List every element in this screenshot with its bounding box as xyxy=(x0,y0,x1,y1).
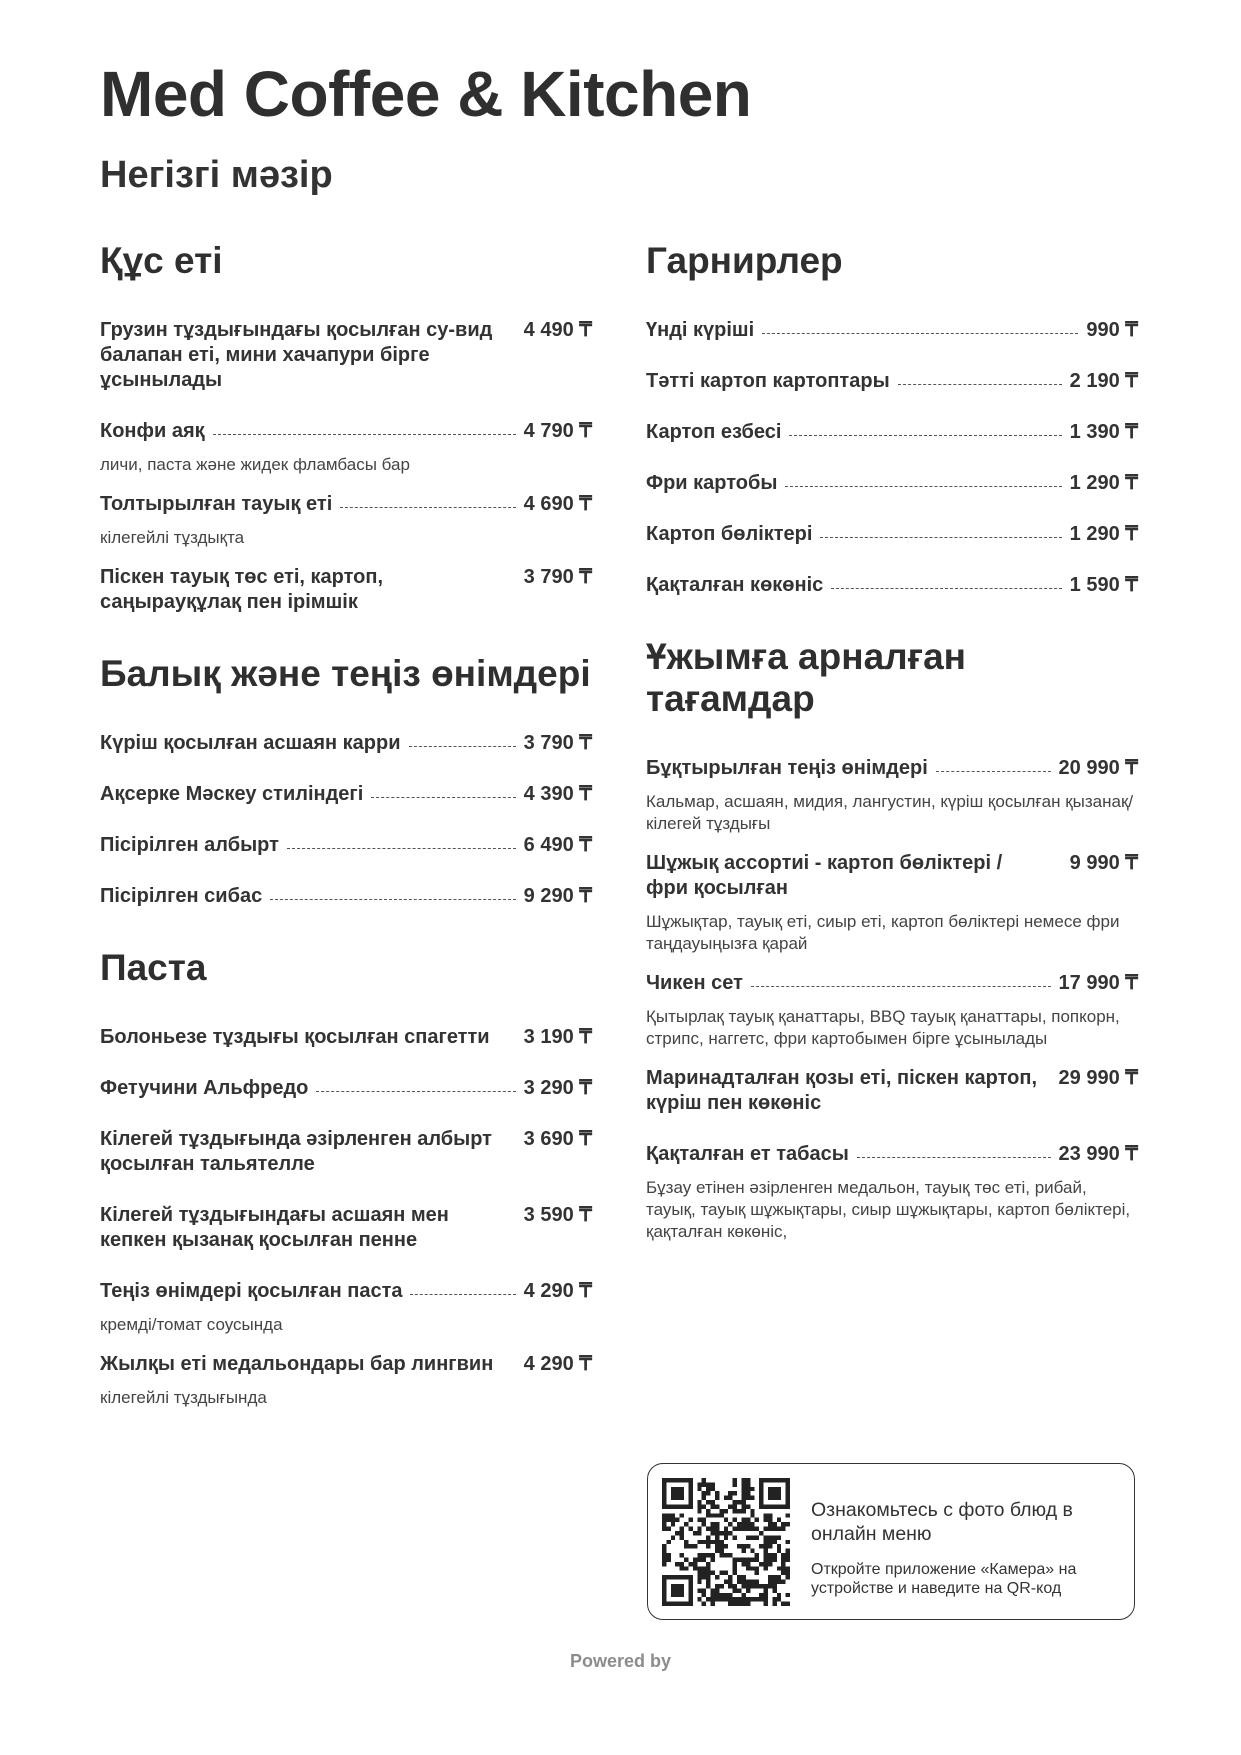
menu-item-row xyxy=(100,1203,592,1253)
menu-item-name: Тәтті картоп картоптары xyxy=(646,370,890,392)
menu-item-price: 2 190 ₸ xyxy=(1069,370,1138,392)
menu-item-row xyxy=(100,492,592,517)
menu-item-row xyxy=(646,971,1138,996)
menu-item-name: Пісірілген албырт xyxy=(100,834,279,856)
menu-item-price: 6 490 ₸ xyxy=(523,834,592,856)
menu-item-price: 9 990 ₸ xyxy=(1069,852,1138,874)
menu-item-description: личи, паста және жидек фламбасы бар xyxy=(100,455,410,474)
menu-item-price: 23 990 ₸ xyxy=(1058,1143,1138,1165)
menu-item-price: 17 990 ₸ xyxy=(1058,972,1138,994)
menu-item xyxy=(646,522,1138,547)
powered-by: Powered by xyxy=(569,1651,672,1671)
dotted-leader xyxy=(785,471,1061,487)
qr-card-title: Ознакомьтесь с фото блюд в онлайн меню xyxy=(811,1499,1073,1545)
menu-item-name: Фетучини Альфредо xyxy=(100,1077,309,1099)
menu-item-row xyxy=(646,756,1138,781)
dotted-leader xyxy=(857,1142,1051,1158)
menu-item xyxy=(100,884,592,909)
dotted-leader xyxy=(287,833,516,849)
menu-item-row xyxy=(646,471,1138,496)
dotted-leader xyxy=(409,731,516,747)
menu-column-right xyxy=(646,240,1138,1281)
menu-item-row xyxy=(100,1127,592,1177)
menu-item-price: 4 290 ₸ xyxy=(523,1353,592,1375)
menu-item xyxy=(100,1279,592,1336)
menu-item xyxy=(100,492,592,549)
menu-item-description: Қытырлақ тауық қанаттары, BBQ тауық қанаттары, попкорн, стрипс, наггетс, фри картобымен бірге ұсынылады xyxy=(646,1007,1120,1048)
menu-item-row xyxy=(100,884,592,909)
menu-item xyxy=(100,1352,592,1409)
menu-item-row xyxy=(646,573,1138,598)
qr-code-icon[interactable] xyxy=(662,1478,790,1606)
menu-item-name: Картоп бөліктері xyxy=(646,523,813,545)
menu-item-price: 4 290 ₸ xyxy=(523,1280,592,1302)
menu-item-price: 4 790 ₸ xyxy=(523,420,592,442)
section-title: Балық және теңіз өнімдері xyxy=(100,653,591,694)
dotted-leader xyxy=(213,419,516,435)
dotted-leader xyxy=(340,492,515,508)
menu-item-price: 3 290 ₸ xyxy=(523,1077,592,1099)
menu-item-name: Жылқы еті медальондары бар лингвин xyxy=(100,1353,494,1375)
dotted-leader xyxy=(316,1076,515,1092)
menu-item-name: Картоп езбесі xyxy=(646,421,782,443)
menu-item-row xyxy=(100,1352,592,1377)
menu-item-price: 3 190 ₸ xyxy=(523,1026,592,1048)
menu-item-name: Піскен тауық төс еті, картоп, саңырауқұлақ пен ірімшік xyxy=(100,566,383,613)
menu-item-row xyxy=(646,851,1138,901)
menu-item xyxy=(646,420,1138,445)
menu-item-row xyxy=(100,318,592,393)
menu-section xyxy=(100,240,592,615)
menu-section xyxy=(100,653,592,909)
dotted-leader xyxy=(371,782,515,798)
menu-item-name: Кілегей тұздығындағы асшаян мен кепкен қызанақ қосылған пенне xyxy=(100,1204,449,1251)
dotted-leader xyxy=(762,318,1078,334)
menu-item-name: Қақталған көкөніс xyxy=(646,574,824,596)
menu-item-price: 4 690 ₸ xyxy=(523,493,592,515)
menu-item xyxy=(100,565,592,615)
menu-item xyxy=(646,369,1138,394)
section-title: Ұжымға арналған тағамдар xyxy=(646,636,966,719)
menu-item xyxy=(100,419,592,476)
menu-section xyxy=(646,636,1138,1243)
menu-section xyxy=(100,947,592,1409)
menu-item-price: 4 390 ₸ xyxy=(523,783,592,805)
menu-item-row xyxy=(646,420,1138,445)
menu-item-name: Грузин тұздығындағы қосылған су-вид балапан еті, мини хачапури бірге ұсынылады xyxy=(100,319,493,391)
menu-item-price: 1 590 ₸ xyxy=(1069,574,1138,596)
section-title: Паста xyxy=(100,947,207,988)
page-title: Med Coffee & Kitchen xyxy=(100,58,752,130)
menu-item-name: Маринадталған қозы еті, піскен картоп, күріш пен көкөніс xyxy=(646,1067,1038,1114)
menu-item-price: 1 390 ₸ xyxy=(1069,421,1138,443)
menu-item xyxy=(646,1066,1138,1116)
qr-card[interactable] xyxy=(647,1463,1135,1620)
menu-item xyxy=(100,782,592,807)
menu-item-price: 3 690 ₸ xyxy=(523,1128,592,1150)
menu-item-price: 990 ₸ xyxy=(1086,319,1138,341)
menu-item-row xyxy=(646,318,1138,343)
dotted-leader xyxy=(936,756,1051,772)
menu-item xyxy=(100,1203,592,1253)
menu-item-description: Шұжықтар, тауық еті, сиыр еті, картоп бөліктері немесе фри таңдауыңызға қарай xyxy=(646,912,1120,953)
menu-item-description: кремді/томат соусында xyxy=(100,1315,283,1334)
menu-item-price: 4 490 ₸ xyxy=(523,319,592,341)
menu-item-name: Толтырылған тауық еті xyxy=(100,493,333,515)
menu-item-price: 3 790 ₸ xyxy=(523,566,592,588)
menu-item-description: кілегейлі тұздықта xyxy=(100,528,245,547)
menu-item-name: Бұқтырылған теңіз өнімдері xyxy=(646,757,928,779)
menu-column-left xyxy=(100,240,592,1447)
menu-item-row xyxy=(100,782,592,807)
page-subtitle: Негізгі мәзір xyxy=(100,154,333,196)
menu-item-description: кілегейлі тұздығында xyxy=(100,1388,267,1407)
menu-item xyxy=(646,851,1138,955)
menu-item-name: Қақталған ет табасы xyxy=(646,1143,849,1165)
menu-item-name: Конфи аяқ xyxy=(100,420,205,442)
menu-item-row xyxy=(646,522,1138,547)
menu-item xyxy=(100,731,592,756)
menu-item-row xyxy=(646,1066,1138,1116)
menu-item-price: 3 590 ₸ xyxy=(523,1204,592,1226)
menu-item-row xyxy=(646,1142,1138,1167)
menu-item xyxy=(100,833,592,858)
menu-item-price: 3 790 ₸ xyxy=(523,732,592,754)
menu-item xyxy=(646,318,1138,343)
dotted-leader xyxy=(789,420,1061,436)
menu-item-name: Үнді күріші xyxy=(646,319,755,341)
menu-item-name: Күріш қосылған асшаян карри xyxy=(100,732,401,754)
menu-item-row xyxy=(646,369,1138,394)
menu-item-row xyxy=(100,1076,592,1101)
menu-item-row xyxy=(100,731,592,756)
dotted-leader xyxy=(820,522,1061,538)
menu-item xyxy=(100,318,592,393)
menu-item xyxy=(646,1142,1138,1243)
menu-item xyxy=(100,1025,592,1050)
menu-item-price: 20 990 ₸ xyxy=(1058,757,1138,779)
menu-item-price: 1 290 ₸ xyxy=(1069,523,1138,545)
dotted-leader xyxy=(410,1279,515,1295)
menu-item-name: Теңіз өнімдері қосылған паста xyxy=(100,1280,403,1302)
section-title: Гарнирлер xyxy=(646,240,843,281)
menu-item-name: Ақсерке Мәскеу стиліндегі xyxy=(100,783,364,805)
dotted-leader xyxy=(751,971,1051,987)
menu-item xyxy=(100,1076,592,1101)
section-title: Құс еті xyxy=(100,240,223,281)
dotted-leader xyxy=(898,369,1062,385)
menu-item-description: Бұзау етінен әзірленген медальон, тауық төс еті, рибай, тауық, тауық шұжықтары, сиыр шұжықтары, картоп бөліктері, қақталған көкөніс, xyxy=(646,1178,1131,1241)
dotted-leader xyxy=(270,884,515,900)
qr-card-subtitle: Откройте приложение «Камера» на устройстве и наведите на QR-код xyxy=(811,1561,1077,1597)
menu-item-description: Кальмар, асшаян, мидия, лангустин, күріш қосылған қызанақ/кілегей тұздығы xyxy=(646,792,1134,833)
menu-item-row xyxy=(100,419,592,444)
menu-item-row xyxy=(100,1279,592,1304)
menu-item-row xyxy=(100,565,592,615)
menu-item-name: Шұжық ассортиі - картоп бөліктері / фри қосылған xyxy=(646,852,1003,899)
menu-item-name: Пісірілген сибас xyxy=(100,885,263,907)
menu-item-price: 29 990 ₸ xyxy=(1058,1067,1138,1089)
menu-item-name: Кілегей тұздығында әзірленген албырт қосылған тальятелле xyxy=(100,1128,492,1175)
menu-section xyxy=(646,240,1138,598)
menu-item-row xyxy=(100,1025,592,1050)
menu-item xyxy=(100,1127,592,1177)
menu-item-name: Болоньезе тұздығы қосылған спагетти xyxy=(100,1026,490,1048)
menu-item xyxy=(646,971,1138,1050)
menu-item-price: 1 290 ₸ xyxy=(1069,472,1138,494)
menu-item xyxy=(646,471,1138,496)
menu-item-row xyxy=(100,833,592,858)
menu-item xyxy=(646,573,1138,598)
menu-item-name: Чикен сет xyxy=(646,972,743,994)
menu-item-price: 9 290 ₸ xyxy=(523,885,592,907)
menu-item-name: Фри картобы xyxy=(646,472,778,494)
dotted-leader xyxy=(831,573,1061,589)
menu-item xyxy=(646,756,1138,835)
